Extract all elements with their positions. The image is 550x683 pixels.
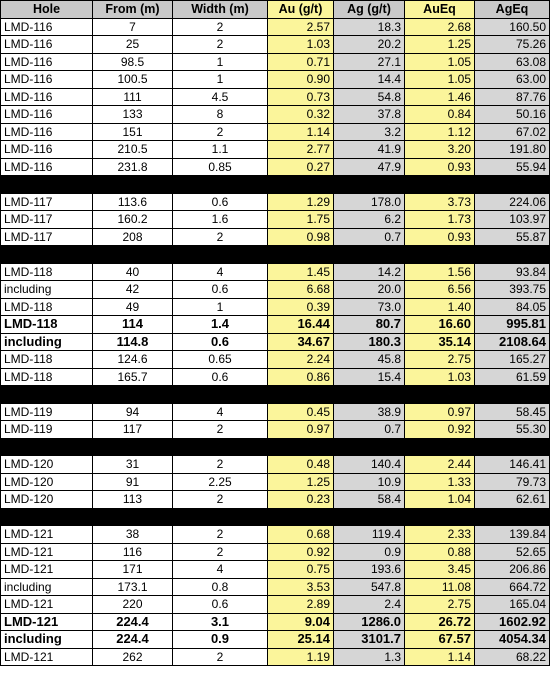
cell-width: 4.5 [173, 88, 268, 106]
cell-width: 4 [173, 403, 268, 421]
cell-from: 116 [93, 543, 173, 561]
cell-au: 0.86 [268, 368, 334, 386]
cell-width: 0.6 [173, 333, 268, 351]
cell-aueq: 0.97 [405, 403, 475, 421]
cell-aueq: 67.57 [405, 631, 475, 649]
cell-hole: LMD-116 [1, 106, 93, 124]
cell-aueq: 1.40 [405, 298, 475, 316]
cell-from: 220 [93, 596, 173, 614]
table-row [1, 141, 550, 159]
cell-aueq: 2.68 [405, 18, 475, 36]
cell-hole: LMD-120 [1, 473, 93, 491]
table-row [1, 281, 550, 299]
cell-from: 114 [93, 316, 173, 334]
cell-aueq: 2.44 [405, 456, 475, 474]
cell-aueq: 0.93 [405, 228, 475, 246]
cell-ag: 178.0 [334, 193, 405, 211]
table-body [1, 18, 550, 666]
cell-width: 1.1 [173, 141, 268, 159]
cell-ag: 0.7 [334, 228, 405, 246]
cell-ag: 41.9 [334, 141, 405, 159]
cell-aueq: 11.08 [405, 578, 475, 596]
cell-ageq: 84.05 [475, 298, 550, 316]
table-row [1, 543, 550, 561]
cell-au: 2.77 [268, 141, 334, 159]
cell-ageq: 664.72 [475, 578, 550, 596]
cell-width: 0.85 [173, 158, 268, 176]
cell-hole: LMD-117 [1, 228, 93, 246]
cell-ag: 45.8 [334, 351, 405, 369]
cell-width: 2 [173, 228, 268, 246]
cell-from: 224.4 [93, 631, 173, 649]
table-row [1, 123, 550, 141]
header-aueq: AuEq [405, 1, 475, 19]
cell-aueq: 3.20 [405, 141, 475, 159]
cell-from: 49 [93, 298, 173, 316]
cell-width: 1 [173, 53, 268, 71]
table-row [1, 473, 550, 491]
table-row [1, 648, 550, 666]
cell-from: 160.2 [93, 211, 173, 229]
cell-aueq: 1.73 [405, 211, 475, 229]
table-row [1, 368, 550, 386]
table-row [1, 613, 550, 631]
cell-hole: LMD-116 [1, 36, 93, 54]
cell-ageq: 139.84 [475, 526, 550, 544]
cell-ageq: 206.86 [475, 561, 550, 579]
cell-ag: 27.1 [334, 53, 405, 71]
cell-aueq: 1.04 [405, 491, 475, 509]
cell-from: 117 [93, 421, 173, 439]
cell-from: 113.6 [93, 193, 173, 211]
cell-from: 111 [93, 88, 173, 106]
cell-width: 2 [173, 421, 268, 439]
cell-ageq: 224.06 [475, 193, 550, 211]
cell-ag: 15.4 [334, 368, 405, 386]
cell-hole: LMD-116 [1, 18, 93, 36]
cell-ageq: 393.75 [475, 281, 550, 299]
cell-ageq: 4054.34 [475, 631, 550, 649]
cell-hole: including [1, 578, 93, 596]
cell-au: 0.97 [268, 421, 334, 439]
table-row [1, 53, 550, 71]
cell-ageq: 191.80 [475, 141, 550, 159]
cell-au: 0.23 [268, 491, 334, 509]
cell-width: 2 [173, 123, 268, 141]
cell-aueq: 1.03 [405, 368, 475, 386]
cell-ageq: 63.00 [475, 71, 550, 89]
cell-hole: LMD-121 [1, 561, 93, 579]
cell-hole: LMD-116 [1, 123, 93, 141]
table-row [1, 578, 550, 596]
table-row [1, 193, 550, 211]
cell-aueq: 0.88 [405, 543, 475, 561]
table-row [1, 18, 550, 36]
cell-aueq: 1.05 [405, 53, 475, 71]
cell-au: 0.32 [268, 106, 334, 124]
cell-from: 31 [93, 456, 173, 474]
cell-hole: LMD-116 [1, 158, 93, 176]
cell-ageq: 58.45 [475, 403, 550, 421]
cell-au: 1.45 [268, 263, 334, 281]
cell-width: 0.65 [173, 351, 268, 369]
cell-from: 210.5 [93, 141, 173, 159]
cell-aueq: 1.12 [405, 123, 475, 141]
cell-aueq: 0.92 [405, 421, 475, 439]
cell-aueq: 16.60 [405, 316, 475, 334]
cell-hole: LMD-119 [1, 403, 93, 421]
cell-ageq: 55.30 [475, 421, 550, 439]
cell-width: 2 [173, 543, 268, 561]
cell-au: 0.92 [268, 543, 334, 561]
cell-aueq: 1.05 [405, 71, 475, 89]
table-row [1, 351, 550, 369]
cell-ageq: 2108.64 [475, 333, 550, 351]
cell-from: 100.5 [93, 71, 173, 89]
cell-ag: 14.4 [334, 71, 405, 89]
cell-au: 0.45 [268, 403, 334, 421]
cell-ag: 20.2 [334, 36, 405, 54]
cell-hole: LMD-116 [1, 53, 93, 71]
cell-ageq: 55.94 [475, 158, 550, 176]
table-row [1, 211, 550, 229]
cell-hole: LMD-117 [1, 211, 93, 229]
cell-hole: LMD-117 [1, 193, 93, 211]
cell-ag: 3101.7 [334, 631, 405, 649]
cell-au: 2.89 [268, 596, 334, 614]
cell-au: 0.39 [268, 298, 334, 316]
table-row [1, 88, 550, 106]
cell-ageq: 995.81 [475, 316, 550, 334]
cell-au: 0.73 [268, 88, 334, 106]
cell-from: 94 [93, 403, 173, 421]
separator-bar [1, 438, 550, 456]
cell-ageq: 165.04 [475, 596, 550, 614]
separator-row [1, 438, 550, 456]
cell-au: 0.90 [268, 71, 334, 89]
cell-aueq: 0.84 [405, 106, 475, 124]
cell-au: 0.71 [268, 53, 334, 71]
cell-ageq: 61.59 [475, 368, 550, 386]
cell-hole: LMD-120 [1, 491, 93, 509]
cell-ag: 0.9 [334, 543, 405, 561]
cell-ageq: 165.27 [475, 351, 550, 369]
cell-ag: 140.4 [334, 456, 405, 474]
cell-ag: 1.3 [334, 648, 405, 666]
table-row [1, 403, 550, 421]
cell-width: 4 [173, 263, 268, 281]
cell-hole: including [1, 281, 93, 299]
cell-from: 25 [93, 36, 173, 54]
cell-ag: 58.4 [334, 491, 405, 509]
cell-ag: 10.9 [334, 473, 405, 491]
cell-hole: LMD-121 [1, 648, 93, 666]
cell-ageq: 55.87 [475, 228, 550, 246]
header-au: Au (g/t) [268, 1, 334, 19]
cell-aueq: 2.33 [405, 526, 475, 544]
separator-row [1, 176, 550, 194]
cell-ageq: 52.65 [475, 543, 550, 561]
cell-from: 231.8 [93, 158, 173, 176]
cell-ag: 14.2 [334, 263, 405, 281]
cell-ag: 47.9 [334, 158, 405, 176]
cell-from: 124.6 [93, 351, 173, 369]
cell-width: 0.6 [173, 368, 268, 386]
cell-width: 2.25 [173, 473, 268, 491]
cell-from: 165.7 [93, 368, 173, 386]
table-row [1, 561, 550, 579]
cell-hole: LMD-121 [1, 613, 93, 631]
cell-aueq: 3.45 [405, 561, 475, 579]
table-row [1, 228, 550, 246]
cell-width: 2 [173, 18, 268, 36]
cell-aueq: 3.73 [405, 193, 475, 211]
cell-au: 1.25 [268, 473, 334, 491]
table-row [1, 298, 550, 316]
cell-ag: 180.3 [334, 333, 405, 351]
table-row [1, 421, 550, 439]
cell-from: 7 [93, 18, 173, 36]
cell-hole: LMD-118 [1, 263, 93, 281]
cell-from: 113 [93, 491, 173, 509]
separator-row [1, 246, 550, 264]
cell-ag: 73.0 [334, 298, 405, 316]
cell-width: 1 [173, 298, 268, 316]
cell-ageq: 67.02 [475, 123, 550, 141]
cell-from: 262 [93, 648, 173, 666]
cell-ag: 119.4 [334, 526, 405, 544]
cell-width: 4 [173, 561, 268, 579]
cell-aueq: 1.25 [405, 36, 475, 54]
header-row [1, 1, 550, 19]
cell-aueq: 2.75 [405, 596, 475, 614]
cell-hole: LMD-121 [1, 596, 93, 614]
header-ageq: AgEq [475, 1, 550, 19]
cell-hole: LMD-119 [1, 421, 93, 439]
cell-hole: LMD-118 [1, 316, 93, 334]
cell-ageq: 50.16 [475, 106, 550, 124]
cell-au: 0.48 [268, 456, 334, 474]
cell-from: 224.4 [93, 613, 173, 631]
cell-ag: 18.3 [334, 18, 405, 36]
cell-aueq: 0.93 [405, 158, 475, 176]
cell-au: 1.75 [268, 211, 334, 229]
cell-ag: 193.6 [334, 561, 405, 579]
cell-width: 1.6 [173, 211, 268, 229]
separator-bar [1, 386, 550, 404]
cell-au: 0.98 [268, 228, 334, 246]
cell-ag: 37.8 [334, 106, 405, 124]
cell-hole: LMD-118 [1, 298, 93, 316]
cell-ageq: 68.22 [475, 648, 550, 666]
cell-ag: 54.8 [334, 88, 405, 106]
cell-width: 0.8 [173, 578, 268, 596]
cell-aueq: 26.72 [405, 613, 475, 631]
cell-hole: LMD-118 [1, 368, 93, 386]
cell-ag: 2.4 [334, 596, 405, 614]
cell-ageq: 1602.92 [475, 613, 550, 631]
cell-from: 91 [93, 473, 173, 491]
cell-width: 1 [173, 71, 268, 89]
cell-ag: 20.0 [334, 281, 405, 299]
table-row [1, 106, 550, 124]
cell-from: 42 [93, 281, 173, 299]
cell-ageq: 75.26 [475, 36, 550, 54]
cell-ag: 547.8 [334, 578, 405, 596]
cell-hole: LMD-118 [1, 351, 93, 369]
cell-hole: LMD-116 [1, 141, 93, 159]
cell-hole: including [1, 333, 93, 351]
cell-au: 6.68 [268, 281, 334, 299]
cell-width: 0.6 [173, 193, 268, 211]
cell-ageq: 93.84 [475, 263, 550, 281]
cell-au: 3.53 [268, 578, 334, 596]
cell-ageq: 79.73 [475, 473, 550, 491]
cell-ageq: 62.61 [475, 491, 550, 509]
cell-au: 2.24 [268, 351, 334, 369]
cell-au: 0.27 [268, 158, 334, 176]
cell-width: 2 [173, 456, 268, 474]
cell-hole: LMD-120 [1, 456, 93, 474]
separator-bar [1, 246, 550, 264]
table-row [1, 491, 550, 509]
separator-row [1, 386, 550, 404]
cell-ag: 6.2 [334, 211, 405, 229]
table-row [1, 71, 550, 89]
table-row [1, 456, 550, 474]
separator-bar [1, 508, 550, 526]
cell-ageq: 103.97 [475, 211, 550, 229]
table-row [1, 263, 550, 281]
cell-au: 2.57 [268, 18, 334, 36]
cell-width: 1.4 [173, 316, 268, 334]
table-row [1, 333, 550, 351]
separator-row [1, 508, 550, 526]
cell-ag: 3.2 [334, 123, 405, 141]
cell-aueq: 1.33 [405, 473, 475, 491]
separator-bar [1, 176, 550, 194]
cell-au: 1.14 [268, 123, 334, 141]
cell-au: 25.14 [268, 631, 334, 649]
cell-width: 8 [173, 106, 268, 124]
cell-from: 171 [93, 561, 173, 579]
cell-hole: LMD-116 [1, 88, 93, 106]
cell-from: 114.8 [93, 333, 173, 351]
cell-hole: LMD-121 [1, 543, 93, 561]
table-row [1, 316, 550, 334]
cell-aueq: 1.56 [405, 263, 475, 281]
cell-au: 0.68 [268, 526, 334, 544]
cell-au: 0.75 [268, 561, 334, 579]
table-row [1, 631, 550, 649]
cell-au: 1.19 [268, 648, 334, 666]
cell-ageq: 87.76 [475, 88, 550, 106]
cell-from: 151 [93, 123, 173, 141]
cell-aueq: 35.14 [405, 333, 475, 351]
table-row [1, 596, 550, 614]
table-row [1, 158, 550, 176]
cell-au: 1.03 [268, 36, 334, 54]
cell-from: 173.1 [93, 578, 173, 596]
cell-ag: 0.7 [334, 421, 405, 439]
cell-width: 2 [173, 648, 268, 666]
table-row [1, 526, 550, 544]
cell-aueq: 2.75 [405, 351, 475, 369]
cell-au: 16.44 [268, 316, 334, 334]
cell-from: 208 [93, 228, 173, 246]
cell-ageq: 63.08 [475, 53, 550, 71]
cell-width: 0.6 [173, 281, 268, 299]
cell-ag: 38.9 [334, 403, 405, 421]
cell-au: 34.67 [268, 333, 334, 351]
header-from: From (m) [93, 1, 173, 19]
cell-au: 1.29 [268, 193, 334, 211]
cell-from: 40 [93, 263, 173, 281]
cell-aueq: 1.46 [405, 88, 475, 106]
cell-hole: LMD-121 [1, 526, 93, 544]
cell-aueq: 6.56 [405, 281, 475, 299]
cell-from: 98.5 [93, 53, 173, 71]
table-row [1, 36, 550, 54]
cell-ag: 1286.0 [334, 613, 405, 631]
cell-width: 2 [173, 491, 268, 509]
cell-width: 0.9 [173, 631, 268, 649]
cell-ageq: 160.50 [475, 18, 550, 36]
cell-hole: LMD-116 [1, 71, 93, 89]
cell-width: 0.6 [173, 596, 268, 614]
header-hole: Hole [1, 1, 93, 19]
cell-from: 38 [93, 526, 173, 544]
cell-width: 2 [173, 36, 268, 54]
cell-aueq: 1.14 [405, 648, 475, 666]
cell-ag: 80.7 [334, 316, 405, 334]
cell-au: 9.04 [268, 613, 334, 631]
header-ag: Ag (g/t) [334, 1, 405, 19]
cell-ageq: 146.41 [475, 456, 550, 474]
cell-width: 3.1 [173, 613, 268, 631]
cell-from: 133 [93, 106, 173, 124]
cell-hole: including [1, 631, 93, 649]
cell-width: 2 [173, 526, 268, 544]
header-width: Width (m) [173, 1, 268, 19]
